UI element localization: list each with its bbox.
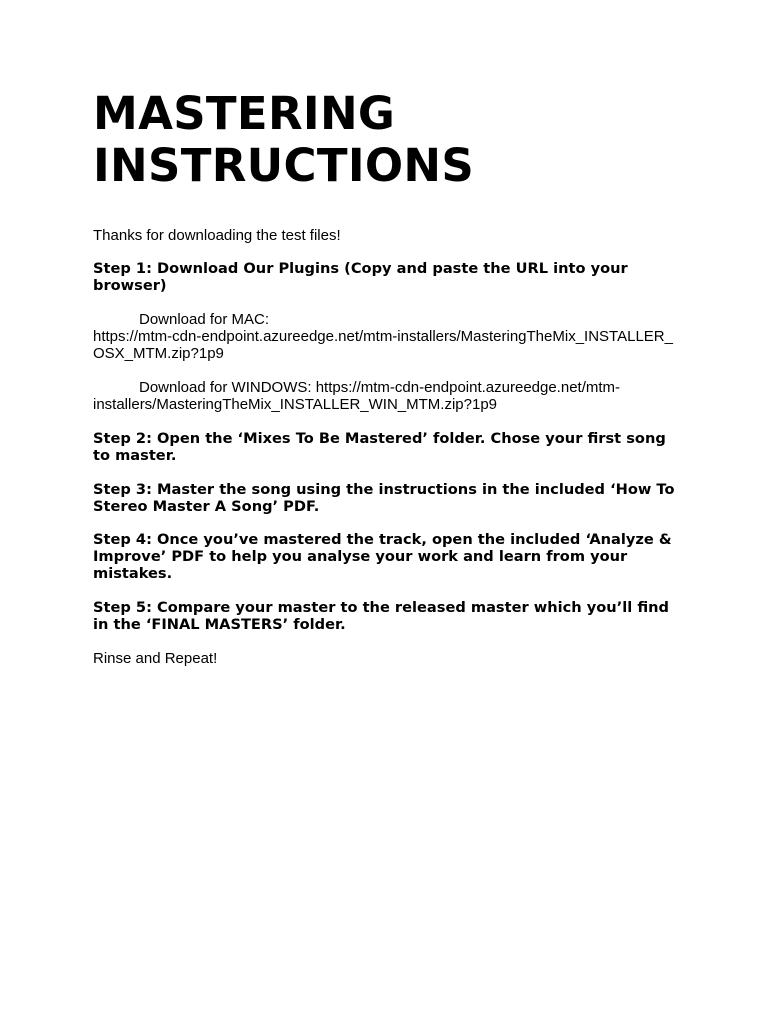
step-4-heading: Step 4: Once you’ve mastered the track, open the included ‘Analyze & Improve’ PDF to help you analyse your work and learn from your mistakes.: [93, 531, 672, 582]
step-5-heading: Step 5: Compare your master to the released master which you’ll find in the ‘FINAL MASTERS’ folder.: [93, 599, 669, 633]
document-page: [93, 88, 675, 667]
intro-text: Thanks for downloading the test files!: [93, 227, 341, 244]
title-line-2: INSTRUCTIONS: [93, 139, 475, 192]
step-3-heading: Step 3: Master the song using the instructions in the included ‘How To Stereo Master A Song’ PDF.: [93, 481, 675, 515]
step-2-heading: Step 2: Open the ‘Mixes To Be Mastered’ folder. Chose your first song to master.: [93, 430, 666, 464]
windows-download-url[interactable]: https://mtm-cdn-endpoint.azureedge.net/mtm-installers/MasteringTheMix_INSTALLER_WIN_MTM.zip?1p9: [93, 379, 621, 413]
windows-download-label: Download for WINDOWS:: [139, 379, 316, 396]
title-line-1: MASTERING: [93, 87, 396, 140]
mac-download-url[interactable]: https://mtm-cdn-endpoint.azureedge.net/mtm-installers/MasteringTheMix_INSTALLER_OSX_MTM.zip?1p9: [93, 328, 673, 362]
windows-download-paragraph: [93, 379, 675, 413]
closing-text: Rinse and Repeat!: [93, 650, 218, 667]
step-1-heading: Step 1: Download Our Plugins (Copy and paste the URL into your browser): [93, 260, 628, 294]
mac-download-paragraph: [93, 311, 675, 362]
mac-download-label: Download for MAC:: [139, 311, 270, 328]
page-title: [93, 88, 675, 192]
